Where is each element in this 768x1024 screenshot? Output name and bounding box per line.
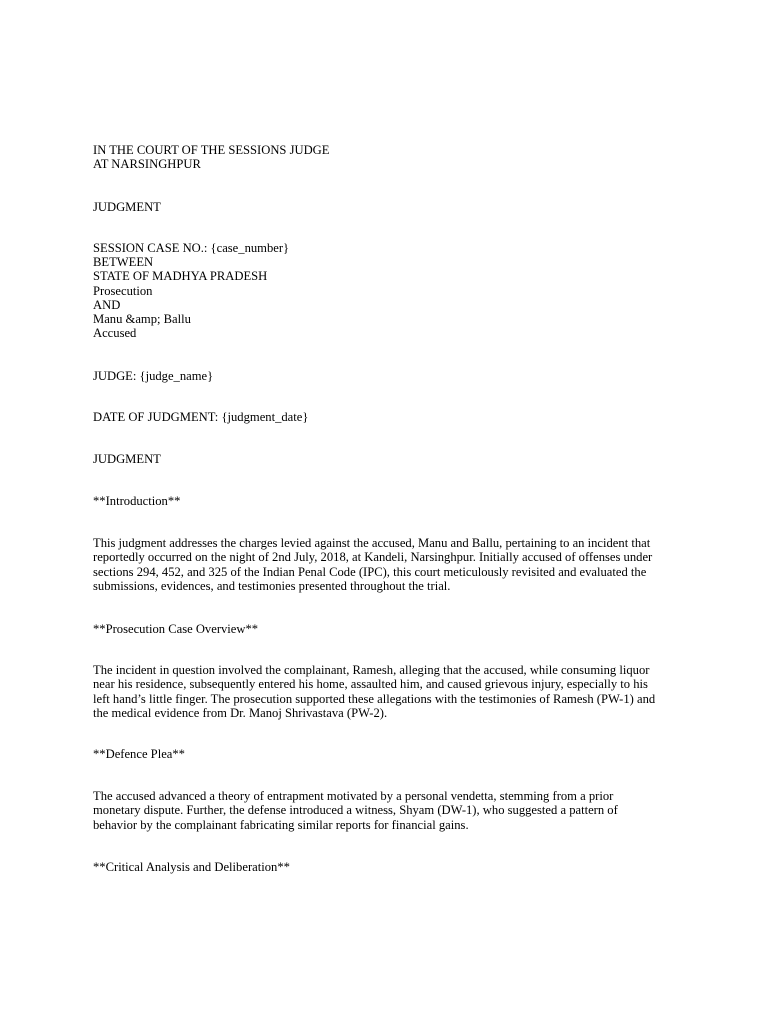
prosecution-paragraph (93, 663, 683, 720)
paragraph-line: left hand’s little finger. The prosecution supported these allegations with the testimonies of Ramesh (PW-1) and (93, 691, 656, 706)
court-name-line1: IN THE COURT OF THE SESSIONS JUDGE (93, 143, 330, 157)
date-of-judgment-line: DATE OF JUDGMENT: {judgment_date} (93, 410, 309, 424)
paragraph-line: near his residence, subsequently entered his home, assaulted him, and caused grievous injury, especially to his (93, 677, 648, 692)
defence-heading: **Defence Plea** (93, 747, 185, 761)
introduction-heading: **Introduction** (93, 494, 181, 508)
paragraph-line: The accused advanced a theory of entrapment motivated by a personal vendetta, stemming from a prior (93, 789, 614, 803)
judgment-heading-2: JUDGMENT (93, 452, 161, 466)
paragraph-line: monetary dispute. Further, the defense introduced a witness, Shyam (DW-1), who suggested a pattern of (93, 803, 618, 818)
paragraph-line: the medical evidence from Dr. Manoj Shrivastava (PW-2). (93, 705, 388, 720)
accused-names: Manu &amp; Ballu (93, 312, 191, 326)
state-party: STATE OF MADHYA PRADESH (93, 269, 268, 283)
defence-paragraph (93, 789, 683, 832)
prosecution-heading: **Prosecution Case Overview** (93, 622, 259, 636)
paragraph-line: This judgment addresses the charges levied against the accused, Manu and Ballu, pertaining to an incident that (93, 536, 651, 550)
introduction-paragraph (93, 536, 683, 593)
analysis-heading: **Critical Analysis and Deliberation** (93, 860, 290, 874)
prosecution-label: Prosecution (93, 284, 153, 298)
judge-line: JUDGE: {judge_name} (93, 369, 214, 383)
accused-label: Accused (93, 326, 137, 340)
and-label: AND (93, 298, 121, 312)
paragraph-line: reportedly occurred on the night of 2nd July, 2018, at Kandeli, Narsinghpur. Initially accused of offenses under (93, 550, 653, 565)
paragraph-line: behavior by the complainant fabricating similar reports for financial gains. (93, 817, 469, 832)
session-case-number: SESSION CASE NO.: {case_number} (93, 241, 290, 255)
paragraph-line: sections 294, 452, and 325 of the Indian Penal Code (IPC), this court meticulously revisited and evaluated the (93, 564, 647, 579)
court-name-line2: AT NARSINGHPUR (93, 157, 201, 171)
paragraph-line: The incident in question involved the complainant, Ramesh, alleging that the accused, while consuming liquor (93, 663, 650, 677)
judgment-heading: JUDGMENT (93, 200, 161, 214)
paragraph-line: submissions, evidences, and testimonies presented throughout the trial. (93, 578, 451, 593)
between-label: BETWEEN (93, 255, 154, 269)
